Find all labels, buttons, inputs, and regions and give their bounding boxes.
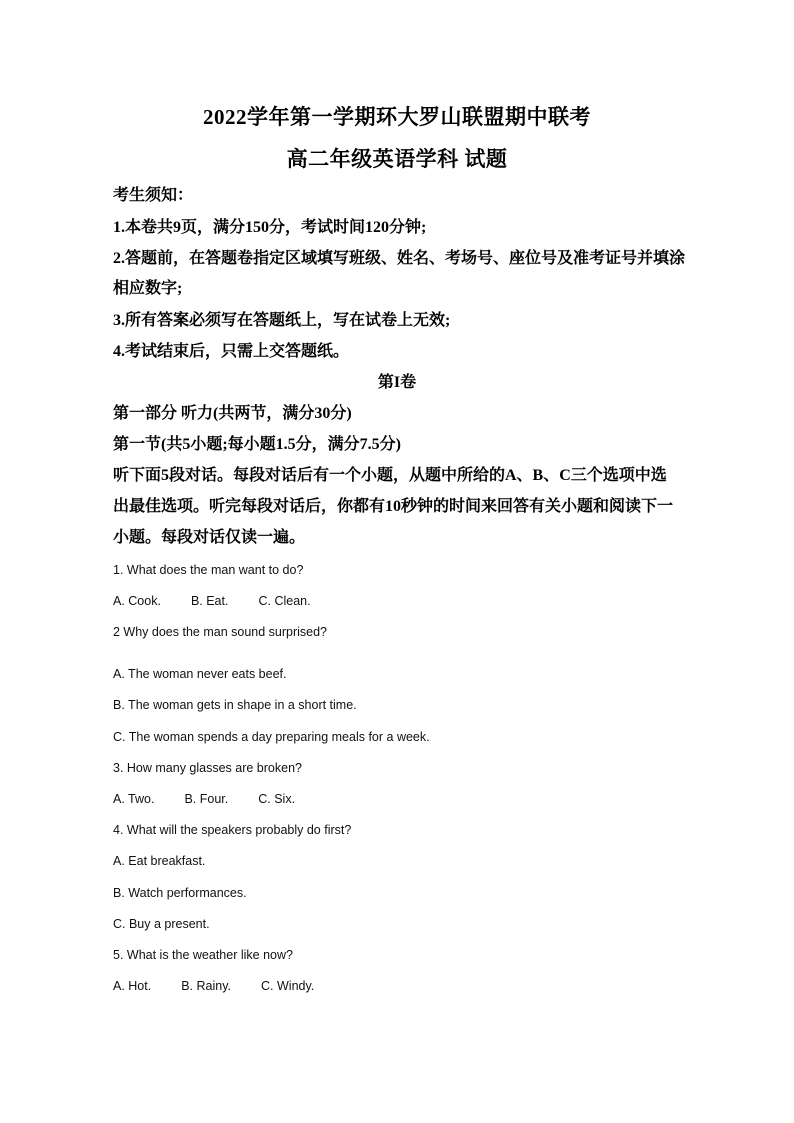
option-a: A. Two. [113,792,155,806]
notice-item: 2.答题前，在答题卷指定区域填写班级、姓名、考场号、座位号及准考证号并填涂 [113,250,686,267]
option-b: B. Rainy. [181,979,232,993]
option-c: C. Six. [258,792,296,806]
option-c: C. Windy. [261,979,315,993]
option-a: A. Eat breakfast. [113,854,206,868]
option-b: B. Eat. [190,594,229,608]
question-options [113,592,311,610]
notice-item: 相应数字; [113,280,183,297]
option-c: C. Clean. [258,594,311,608]
exam-subtitle: 高二年级英语学科 试题 [286,147,508,171]
option-a: A. Hot. [113,979,152,993]
option-b: B. The woman gets in shape in a short time. [113,698,357,712]
exam-title: 2022学年第一学期环大罗山联盟期中联考 [203,105,591,129]
question-options [113,977,314,995]
question-stem: 1. What does the man want to do? [113,563,304,577]
question-stem: 5. What is the weather like now? [113,948,293,962]
instructions-line: 小题。每段对话仅读一遍。 [113,529,306,546]
subsection-heading: 第一节(共5小题;每小题1.5分，满分7.5分) [113,436,401,453]
notice-item: 3.所有答案必须写在答题纸上，写在试卷上无效; [113,312,451,329]
option-b: B. Watch performances. [113,886,247,900]
notice-heading: 考生须知： [113,187,194,204]
option-a: A. The woman never eats beef. [113,667,287,681]
question-stem: 4. What will the speakers probably do first? [113,823,352,837]
volume-heading: 第I卷 [377,374,417,391]
instructions-line: 听下面5段对话。每段对话后有一个小题，从题中所给的A、B、C三个选项中选 [113,467,667,484]
option-c: C. The woman spends a day preparing meals for a week. [113,730,430,744]
question-options [113,790,295,808]
instructions-line: 出最佳选项。听完每段对话后，你都有10秒钟的时间来回答有关小题和阅读下一 [113,498,674,515]
option-a: A. Cook. [113,594,161,608]
option-c: C. Buy a present. [113,917,210,931]
option-b: B. Four. [184,792,229,806]
question-stem: 3. How many glasses are broken? [113,761,302,775]
notice-item: 1.本卷共9页，满分150分，考试时间120分钟; [113,219,427,236]
part-heading: 第一部分 听力(共两节，满分30分) [113,405,352,422]
notice-item: 4.考试结束后，只需上交答题纸。 [113,343,350,360]
question-stem: 2 Why does the man sound surprised? [113,625,328,639]
